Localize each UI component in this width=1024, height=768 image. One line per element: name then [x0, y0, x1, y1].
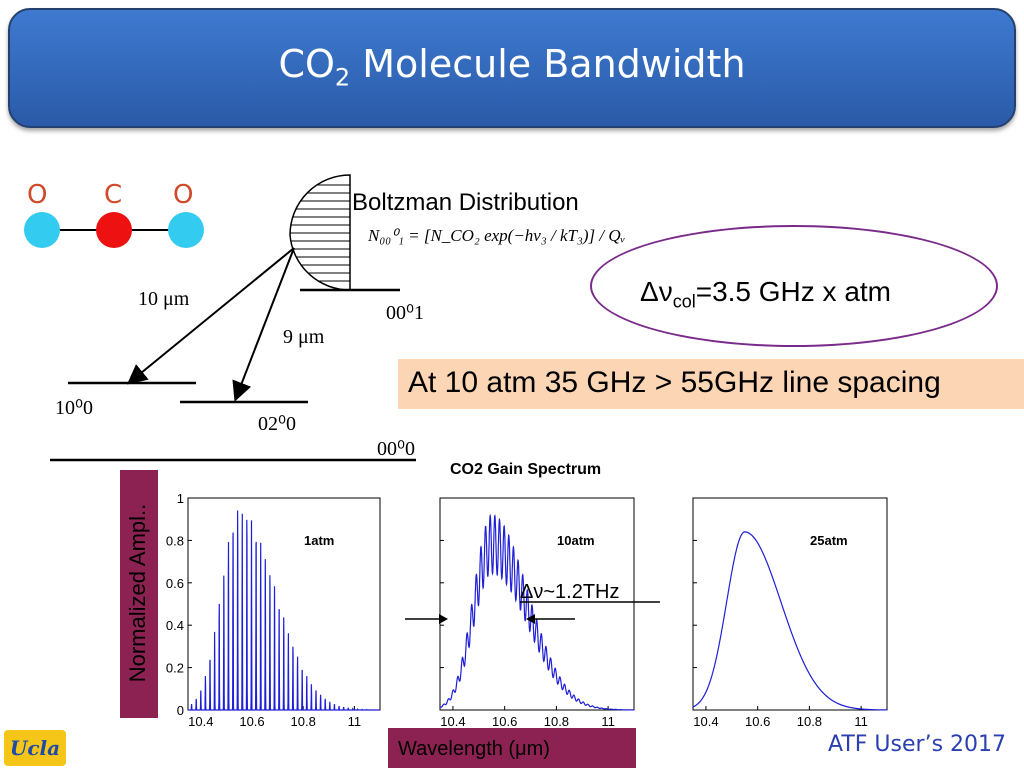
panel-frame-2	[693, 498, 887, 710]
atom-label-c: C	[104, 180, 123, 210]
panel-label-2: 25atm	[810, 533, 848, 548]
arrow-10um	[130, 248, 294, 382]
panel-frame-1	[440, 498, 634, 710]
boltzmann-hatch	[280, 185, 352, 281]
series-line-2	[693, 532, 887, 710]
linewidth-text: $\Delta\nu_{col}=3.5$ GHz x atm	[640, 276, 892, 312]
chart-title: CO2 Gain Spectrum	[450, 461, 602, 478]
y-tick-label: 0.8	[165, 533, 184, 549]
series-line-0	[188, 511, 380, 711]
x-tick-label: 11	[347, 714, 362, 729]
annotation-arrowhead-left	[439, 614, 448, 624]
y-tick-label: 0.4	[165, 618, 184, 634]
x-tick-label: 11	[854, 714, 868, 729]
label-level-000: 00⁰0	[377, 438, 416, 460]
gain-spectrum-chart	[160, 490, 900, 730]
boltzmann-title: Boltzman Distribution	[352, 189, 579, 216]
line-spacing-text: At 10 atm 35 GHz > 55GHz line spacing	[408, 366, 941, 399]
y-tick-label: 1	[176, 491, 184, 506]
x-tick-label: 10.6	[239, 714, 265, 729]
ucla-logo: Ucla	[4, 730, 66, 766]
x-tick-label: 10.4	[440, 714, 466, 729]
slide-title: $CO_2$ Molecule Bandwidth	[278, 42, 746, 92]
label-level-001: 00⁰1	[386, 302, 425, 324]
x-tick-label: 10.8	[543, 714, 570, 729]
label-10um: 10 μm	[138, 288, 190, 310]
atom-label-o2: O	[173, 180, 194, 210]
label-level-020: 02⁰0	[258, 413, 297, 435]
panel-label-1: 10atm	[557, 533, 595, 548]
footer-text: ATF User’s 2017	[828, 732, 1007, 757]
series-line-1	[440, 516, 634, 710]
annotation-text: Δν~1.2THz	[520, 581, 620, 603]
label-level-100: 10⁰0	[55, 397, 94, 419]
x-tick-label: 10.6	[745, 714, 771, 729]
x-tick-label: 10.8	[290, 714, 316, 729]
y-tick-label: 0.2	[165, 660, 184, 676]
y-tick-label: 0.6	[165, 575, 184, 591]
y-axis-label: Normalized Ampl..	[125, 503, 150, 683]
atom-label-o1: O	[27, 180, 48, 210]
y-tick-label: 0	[176, 703, 184, 718]
panel-label-0: 1atm	[304, 533, 335, 548]
x-tick-label: 10.4	[188, 714, 214, 729]
label-9um: 9 μm	[283, 326, 325, 348]
x-axis-label: Wavelength (μm)	[398, 738, 550, 760]
x-tick-label: 11	[601, 714, 615, 729]
x-tick-label: 10.4	[693, 714, 719, 729]
x-tick-label: 10.6	[492, 714, 518, 729]
x-tick-label: 10.8	[796, 714, 823, 729]
boltzmann-formula: N₀₀⁰₁ = [N_CO₂ exp(−hν₃ / kT₃)] / Qᵥ	[368, 226, 626, 245]
